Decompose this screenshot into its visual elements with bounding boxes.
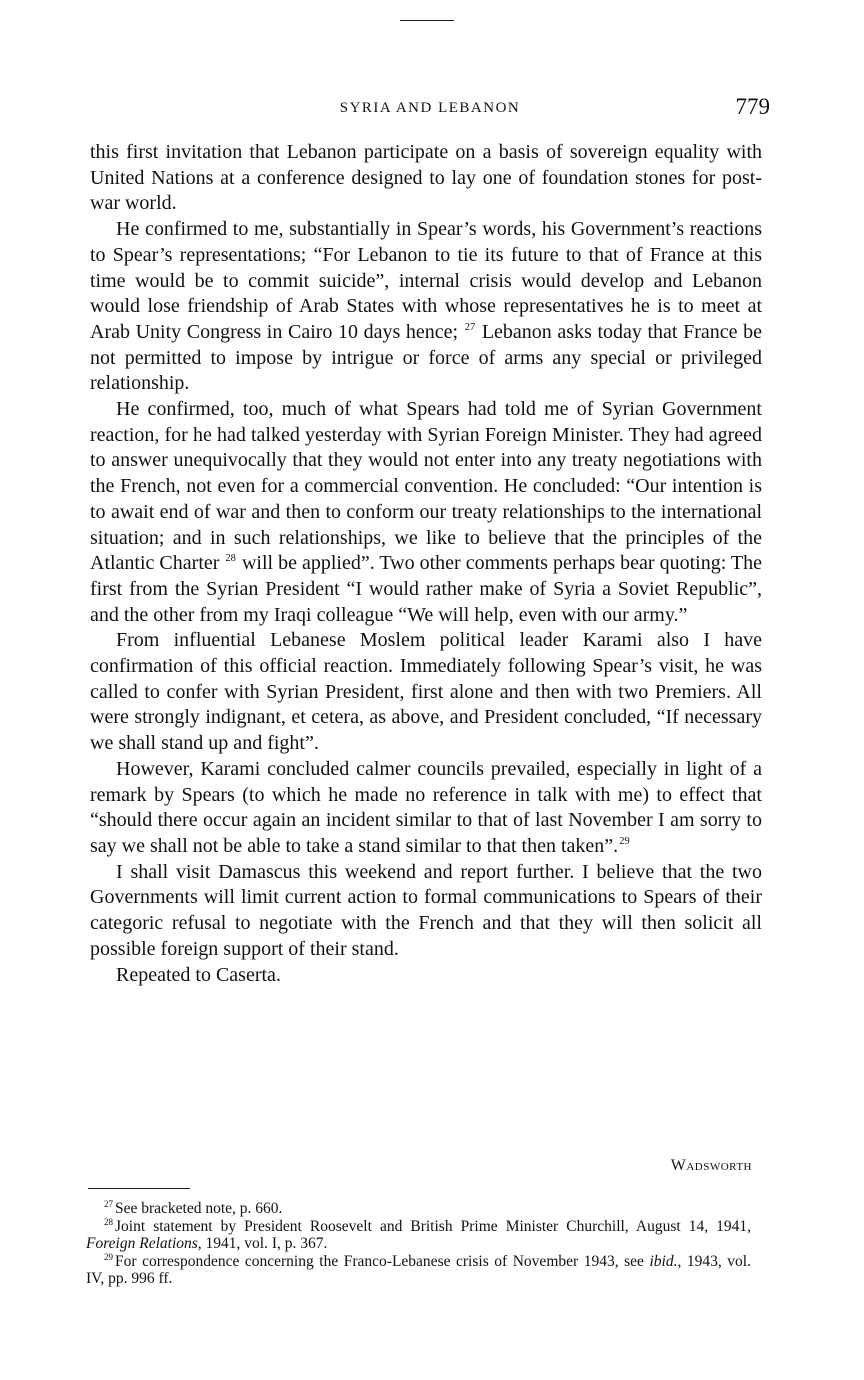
paragraph-text: this first invitation that Lebanon participate on a basis of sovereign equality with United Nations at a conference designed to lay one of foundation stones for post-war world. bbox=[90, 141, 762, 215]
footnote-text: , 1943, vol. IV, pp. 996 ff. bbox=[86, 1252, 751, 1288]
paragraph bbox=[90, 757, 762, 860]
footnote-ref[interactable]: 27 bbox=[464, 321, 476, 333]
paragraph bbox=[90, 397, 762, 628]
body-text bbox=[90, 140, 762, 988]
paragraph-text: He confirmed to me, substantially in Spear’s words, his Government’s reactions to Spear’s representations; “For Lebanon to tie its future to that of France at this time would be to commit suicide”, internal crisis would develop and Lebanon would lose friendship of Arab States with whose representatives he is to meet at Arab Unity Congress in Cairo 10 days hence; bbox=[90, 218, 762, 343]
paragraph-text: will be applied”. Two other comments perhaps bear quoting: The first from the Syrian President “I would rather make of Syria a Soviet Republic”, and the other from my Iraqi colleague “We will help, even with our army.” bbox=[90, 552, 762, 626]
footnote-mark: 28 bbox=[104, 1216, 113, 1227]
footnote-mark: 27 bbox=[104, 1199, 113, 1209]
top-rule bbox=[400, 20, 454, 21]
signature: Wadsworth bbox=[670, 1157, 752, 1174]
paragraph bbox=[90, 963, 762, 989]
running-head bbox=[90, 94, 770, 122]
running-head-title: SYRIA AND LEBANON bbox=[339, 100, 521, 116]
paragraph bbox=[90, 628, 762, 757]
footnote-text: See bracketed note, p. 660. bbox=[115, 1200, 283, 1217]
footnote-rule bbox=[88, 1188, 190, 1189]
paragraph bbox=[90, 217, 762, 397]
paragraph-text: However, Karami concluded calmer councils prevailed, especially in light of a remark by Spears (to which he made no reference in talk with me) to effect that “should there occur again an incident similar to that of last November I am sorry to say we shall not be able to take a stand similar to that then taken”. bbox=[90, 757, 762, 857]
footnote-text: For correspondence concerning the Franco-Lebanese crisis of November 1943, see bbox=[115, 1252, 644, 1270]
footnote-mark: 29 bbox=[104, 1251, 113, 1262]
paragraph-text: I shall visit Damascus this weekend and report further. I believe that the two Governments will limit current action to formal communications to Spears of their categoric refusal to negotiate with the French and that they will then solicit all possible foreign support of their stand. bbox=[90, 860, 762, 960]
footnote-text: , 1941, vol. I, p. 367. bbox=[197, 1235, 328, 1253]
paragraph-text: Lebanon asks today that France be not permitted to impose by intrigue or force of arms any special or privileged relationship. bbox=[90, 320, 762, 395]
paragraph-text: From influential Lebanese Moslem political leader Karami also I have confirmation of this official reaction. Immediately following Spear’s visit, he was called to confer with Syrian President, first alone and then with two Premiers. All were strongly indignant, et cetera, as above, and President concluded, “If necessary we shall stand up and fight”. bbox=[90, 629, 762, 755]
paragraph bbox=[90, 860, 762, 963]
footnote-citation: Foreign Relations bbox=[86, 1235, 198, 1253]
footnotes bbox=[86, 1200, 751, 1288]
footnote-text: Joint statement by President Roosevelt and British Prime Minister Churchill, August 14, 1941, bbox=[115, 1217, 751, 1235]
page-number: 779 bbox=[735, 94, 770, 119]
paragraph bbox=[90, 140, 762, 217]
footnote bbox=[86, 1218, 751, 1253]
footnote-ref[interactable]: 28 bbox=[225, 553, 236, 565]
footnote-citation: ibid. bbox=[649, 1252, 678, 1270]
paragraph-text: Repeated to Caserta. bbox=[116, 963, 281, 986]
footnote bbox=[86, 1200, 751, 1218]
footnote bbox=[86, 1253, 751, 1288]
footnote-ref[interactable]: 29 bbox=[619, 835, 630, 847]
paragraph-text: He confirmed, too, much of what Spears had told me of Syrian Government reaction, for he had talked yesterday with Syrian Foreign Minister. They had agreed to answer unequivocally that they would not enter into any treaty negotiations with the French, not even for a commercial convention. He concluded: “Our intention is to await end of war and then to conform our treaty relationships to the international situation; and in such relationships, we like to believe that the principles of the Atlantic Charter bbox=[90, 398, 762, 575]
